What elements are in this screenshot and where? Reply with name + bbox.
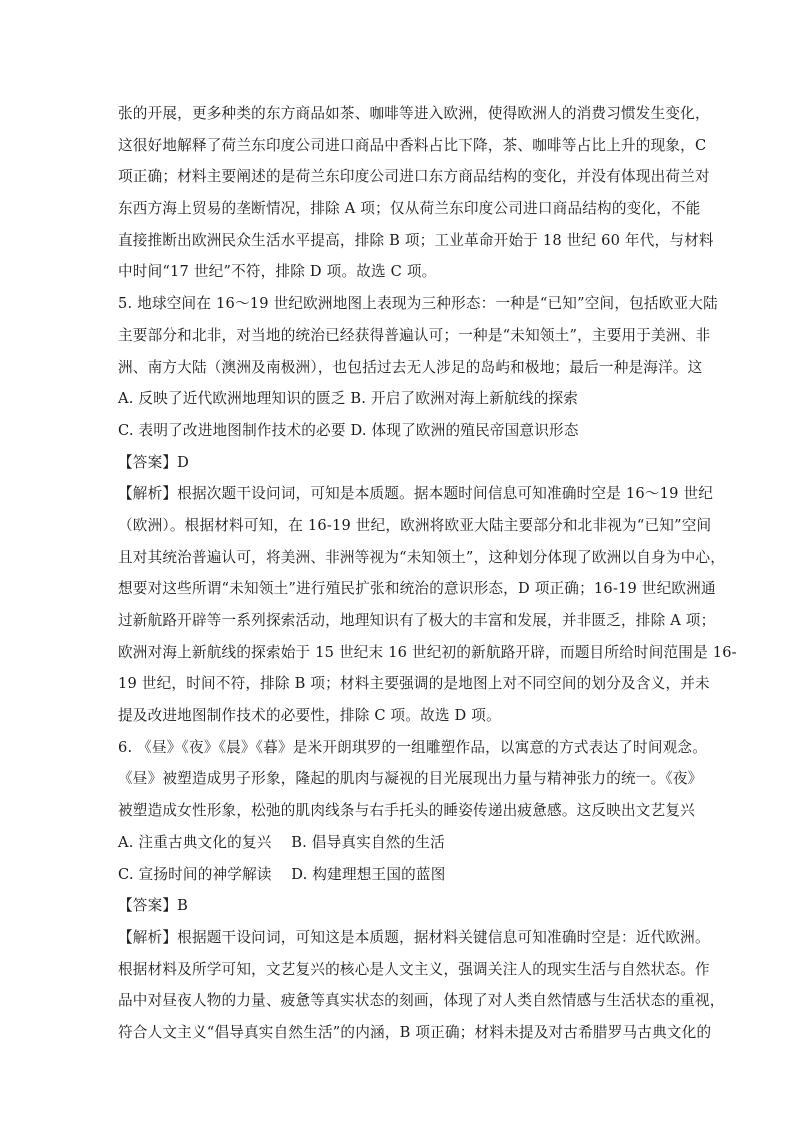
text-line: 【答案】D [118, 453, 190, 471]
document-page [118, 98, 737, 1049]
text-line: （欧洲）。根据材料可知，在 16-19 世纪，欧洲将欧亚大陆主要部分和北非视为“已知”空间 [118, 516, 712, 534]
text-line: 张的开展，更多种类的东方商品如茶、咖啡等进入欧洲，使得欧洲人的消费习惯发生变化， [118, 105, 710, 122]
text-line: 【解析】根据题干设问词，可知这是本质题，据材料关键信息可知准确时空是：近代欧洲。 [118, 928, 710, 946]
text-line: 【答案】B [118, 897, 189, 915]
text-line: 项正确；材料主要阐述的是荷兰东印度公司进口东方商品结构的变化，并没有体现出荷兰对 [118, 168, 710, 186]
text-line: 5. 地球空间在 16～19 世纪欧洲地图上表现为三种形态：一种是“已知”空间，包括欧亚大陆 [118, 295, 718, 313]
text-line: C. 表明了改进地图制作技术的必要 D. 体现了欧洲的殖民帝国意识形态 [118, 421, 579, 439]
text-line: 东西方海上贸易的垄断情况，排除 A 项；仅从荷兰东印度公司进口商品结构的变化，不能 [118, 200, 701, 218]
text-line: 主要部分和北非，对当地的统治已经获得普遍认可；一种是“未知领土”，主要用于美洲、非 [118, 326, 711, 344]
text-line: 提及改进地图制作技术的必要性，排除 C 项。故选 D 项。 [118, 707, 501, 725]
text-line: A. 反映了近代欧洲地理知识的匮乏 B. 开启了欧洲对海上新航线的探索 [118, 390, 579, 408]
text-line: 过新航路开辟等一系列探索活动，地理知识有了极大的丰富和发展，并非匮乏，排除 A 项； [118, 612, 716, 629]
text-line: A. 注重古典文化的复兴 B. 倡导真实自然的生活 [118, 833, 445, 851]
text-line: 直接推断出欧洲民众生活水平提高，排除 B 项；工业革命开始于 18 世纪 60 年代，与材料 [118, 231, 714, 249]
text-line: 【解析】根据次题干设问词，可知是本质题。据本题时间信息可知准确时空是 16～19 世纪 [118, 485, 713, 503]
text-line: 洲、南方大陆（澳洲及南极洲），也包括过去无人涉足的岛屿和极地；最后一种是海洋。这 [118, 358, 703, 376]
text-line: 这很好地解释了荷兰东印度公司进口商品中香料占比下降，茶、咖啡等占比上升的现象，C [118, 136, 707, 154]
text-line: 符合人文主义“倡导真实自然生活”的内涵，B 项正确；材料未提及对古希腊罗马古典文化的 [118, 1023, 712, 1041]
text-line: 欧洲对海上新航线的探索始于 15 世纪末 16 世纪初的新航路开辟，而题目所给时间范围是 16- [118, 643, 737, 661]
text-line: C. 宣扬时间的神学解读 D. 构建理想王国的蓝图 [118, 865, 446, 883]
text-line: 《昼》被塑造成男子形象，隆起的肌肉与凝视的目光展现出力量与精神张力的统一。《夜》 [118, 770, 703, 788]
text-line: 中时间“17 世纪”不符，排除 D 项。故选 C 项。 [118, 263, 437, 281]
text-line: 品中对昼夜人物的力量、疲惫等真实状态的刻画，体现了对人类自然情感与生活状态的重视， [118, 992, 725, 1010]
text-line: 被塑造成女性形象，松弛的肌肉线条与右手托头的睡姿传递出疲惫感。这反映出文艺复兴 [118, 802, 695, 820]
text-line: 6. 《昼》《夜》《晨》《暮》是米开朗琪罗的一组雕塑作品，以寓意的方式表达了时间观念。 [118, 738, 708, 756]
text-line: 19 世纪，时间不符，排除 B 项；材料主要强调的是地图上对不同空间的划分及含义，并未 [118, 675, 710, 693]
text-line: 想要对这些所谓“未知领土”进行殖民扩张和统治的意识形态，D 项正确；16-19 世纪欧洲通 [118, 580, 716, 598]
text-line: 且对其统治普遍认可，将美洲、非洲等视为“未知领土”，这种划分体现了欧洲以自身为中心， [118, 548, 726, 566]
text-line: 根据材料及所学可知，文艺复兴的核心是人文主义，强调关注人的现实生活与自然状态。作 [118, 960, 710, 978]
